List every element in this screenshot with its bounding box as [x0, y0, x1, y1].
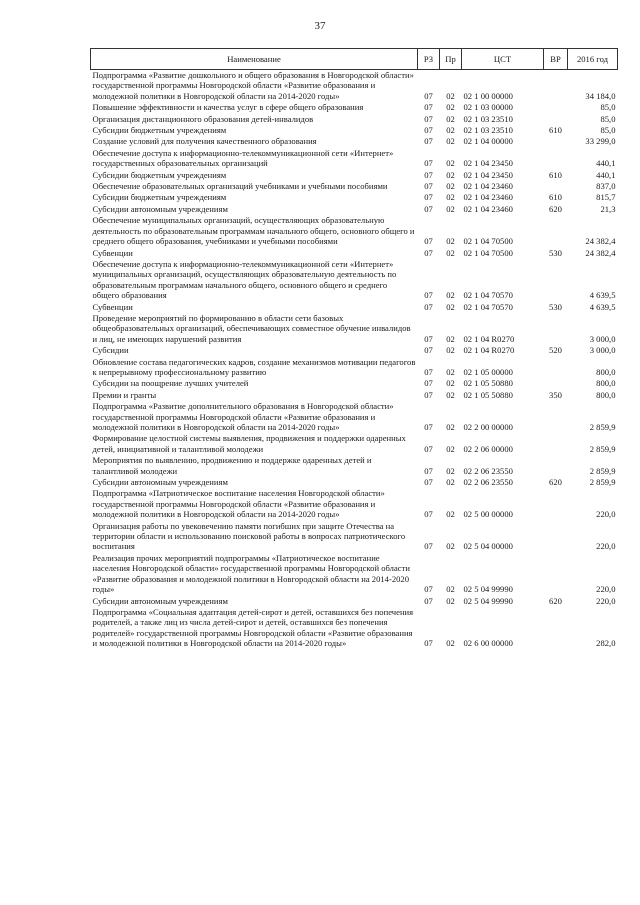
table-row: [91, 192, 618, 203]
row-vr: 620: [549, 477, 562, 488]
row-vr: 610: [549, 169, 562, 180]
row-name: Обеспечение доступа к информационно-телекоммуникационной сети «Интернет» государственных образовательных организаций: [92, 147, 394, 169]
row-cst: 02 1 03 23510: [463, 113, 513, 124]
row-vr: [544, 114, 568, 125]
row-pr: 02: [446, 477, 455, 488]
row-amount: 800,0: [596, 378, 616, 389]
row-rz: 07: [424, 236, 433, 247]
row-vr: [544, 521, 568, 553]
row-cst: 02 1 04 R0270: [463, 345, 515, 356]
row-amount: 34 184,0: [585, 90, 616, 101]
row-amount: 2 859,9: [589, 477, 616, 488]
table-row: [91, 302, 618, 313]
row-vr: [544, 102, 568, 113]
row-rz: 07: [424, 181, 433, 192]
row-name: Субсидии автономным учреждениям: [92, 595, 228, 606]
row-pr: 02: [446, 541, 455, 552]
table-row: [91, 215, 618, 247]
row-amount: 4 639,5: [589, 290, 616, 301]
row-vr: [544, 136, 568, 147]
row-name: Создание условий для получения качественного образования: [92, 136, 317, 147]
row-amount: 282,0: [596, 638, 616, 649]
row-vr: [544, 455, 568, 477]
row-pr: 02: [446, 158, 455, 169]
row-name: Реализация прочих мероприятий подпрограммы «Патриотическое воспитание населения Новгородской области» государственной программы Новгородской области «Развитие образования и молодежной политики в Новгородской области на 2014-2020 годы»: [92, 552, 410, 595]
row-name: Субсидии бюджетным учреждениям: [92, 192, 227, 203]
header-name: Наименование: [91, 49, 418, 70]
row-pr: 02: [446, 595, 455, 606]
row-amount: 220,0: [596, 509, 616, 520]
table-row: [91, 477, 618, 488]
row-vr: 620: [549, 203, 562, 214]
row-rz: 07: [424, 443, 433, 454]
row-cst: 02 1 04 23460: [463, 192, 513, 203]
row-vr: [544, 181, 568, 192]
table-row: [91, 455, 618, 477]
row-cst: 02 1 00 00000: [463, 90, 513, 101]
row-vr: 350: [549, 389, 562, 400]
row-cst: 02 5 04 00000: [463, 541, 513, 552]
row-name: Мероприятия по выявлению, продвижению и поддержке одаренных детей и талантливой молодежи: [92, 455, 372, 476]
row-pr: 02: [446, 192, 455, 203]
table-row: [91, 378, 618, 389]
row-cst: 02 5 04 99990: [463, 584, 513, 595]
row-cst: 02 5 04 99990: [463, 595, 513, 606]
row-cst: 02 1 03 00000: [463, 102, 513, 113]
row-name: Организация дистанционного образования детей-инвалидов: [92, 113, 314, 124]
row-vr: 530: [549, 301, 562, 312]
row-cst: 02 5 00 00000: [463, 509, 513, 520]
row-name: Субсидии автономным учреждениям: [92, 203, 228, 214]
row-name: Субвенции: [92, 301, 133, 312]
row-amount: 440,1: [596, 158, 616, 169]
row-amount: 85,0: [600, 113, 616, 124]
row-name: Субсидии: [92, 345, 129, 356]
row-pr: 02: [446, 389, 455, 400]
row-pr: 02: [446, 181, 455, 192]
row-rz: 07: [424, 169, 433, 180]
row-amount: 4 639,5: [589, 301, 616, 312]
row-amount: 24 382,4: [585, 247, 616, 258]
header-cst: ЦСТ: [462, 49, 544, 70]
table-row: [91, 390, 618, 401]
header-year: 2016 год: [568, 49, 618, 70]
row-rz: 07: [424, 584, 433, 595]
row-rz: 07: [424, 203, 433, 214]
row-rz: 07: [424, 366, 433, 377]
row-rz: 07: [424, 345, 433, 356]
row-cst: 02 2 06 23550: [463, 477, 513, 488]
row-pr: 02: [446, 345, 455, 356]
row-name: Субвенции: [92, 247, 133, 258]
row-pr: 02: [446, 301, 455, 312]
row-rz: 07: [424, 389, 433, 400]
row-pr: 02: [446, 203, 455, 214]
row-vr: [544, 148, 568, 170]
row-cst: 02 1 04 23460: [463, 203, 513, 214]
row-cst: 02 1 05 50880: [463, 389, 513, 400]
row-amount: 85,0: [600, 102, 616, 113]
row-amount: 815,7: [596, 192, 616, 203]
row-pr: 02: [446, 169, 455, 180]
table-row: [91, 357, 618, 379]
row-name: Подпрограмма «Социальная адаптация детей-сирот и детей, оставшихся без попечения родителей, а также лиц из числа детей-сирот и детей, оставшихся без попечения родителей» государственной программы Новгородской области «Развитие образования и молодежной политики в Новгородской области на 2014-2020 годы»: [92, 606, 414, 649]
row-cst: 02 2 06 23550: [463, 465, 513, 476]
row-pr: 02: [446, 638, 455, 649]
table-row: [91, 248, 618, 259]
row-pr: 02: [446, 584, 455, 595]
row-name: Субсидии на поощрение лучших учителей: [92, 378, 249, 389]
row-rz: 07: [424, 247, 433, 258]
row-pr: 02: [446, 333, 455, 344]
row-name: Организация работы по увековечению памяти погибших при защите Отечества на территории области и использованию поисковой работы в вопросах патриотического воспитания: [92, 520, 406, 552]
row-cst: 02 1 03 23510: [463, 125, 513, 136]
row-vr: 530: [549, 247, 562, 258]
row-vr: [544, 378, 568, 389]
row-amount: 3 000,0: [589, 345, 616, 356]
row-vr: [544, 401, 568, 433]
row-amount: 2 859,9: [589, 465, 616, 476]
row-name: Субсидии бюджетным учреждениям: [92, 169, 227, 180]
row-vr: 610: [549, 192, 562, 203]
table-row: [91, 553, 618, 596]
row-cst: 02 1 04 00000: [463, 136, 513, 147]
row-pr: 02: [446, 465, 455, 476]
row-vr: [544, 215, 568, 247]
row-amount: 220,0: [596, 584, 616, 595]
row-cst: 02 6 00 00000: [463, 638, 513, 649]
table-row: [91, 433, 618, 455]
page-number: 37: [314, 20, 326, 32]
row-vr: [544, 607, 568, 650]
row-cst: 02 1 04 R0270: [463, 333, 515, 344]
row-pr: 02: [446, 378, 455, 389]
row-amount: 800,0: [596, 389, 616, 400]
row-pr: 02: [446, 236, 455, 247]
row-rz: 07: [424, 477, 433, 488]
row-amount: 2 859,9: [589, 443, 616, 454]
table-row: [91, 259, 618, 302]
table-row: [91, 401, 618, 433]
row-cst: 02 1 04 23450: [463, 158, 513, 169]
row-name: Субсидии бюджетным учреждениям: [92, 125, 227, 136]
row-rz: 07: [424, 333, 433, 344]
table-row: [91, 70, 618, 103]
table-row: [91, 148, 618, 170]
row-amount: 3 000,0: [589, 333, 616, 344]
row-cst: 02 2 06 00000: [463, 443, 513, 454]
row-vr: [544, 259, 568, 302]
row-pr: 02: [446, 509, 455, 520]
row-amount: 220,0: [596, 541, 616, 552]
budget-table: [90, 48, 618, 650]
row-amount: 24 382,4: [585, 236, 616, 247]
header-vr: ВР: [544, 49, 568, 70]
row-vr: [544, 488, 568, 520]
row-name: Субсидии автономным учреждениям: [92, 477, 228, 488]
row-name: Проведение мероприятий по формированию в области сети базовых общеобразовательных организаций, обеспечивающих совместное обучение инвалидов и лиц, не имеющих нарушений развития: [92, 312, 411, 344]
row-pr: 02: [446, 247, 455, 258]
row-pr: 02: [446, 102, 455, 113]
row-rz: 07: [424, 192, 433, 203]
table-row: [91, 488, 618, 520]
row-rz: 07: [424, 136, 433, 147]
row-name: Подпрограмма «Развитие дополнительного образования в Новгородской области» государственной программы Новгородской области «Развитие образования и молодежной политики в Новгородской области на 2014-2020 годы»: [92, 401, 394, 432]
row-cst: 02 1 04 23460: [463, 181, 513, 192]
table-header: [91, 49, 618, 70]
row-vr: [544, 357, 568, 379]
row-cst: 02 1 05 00000: [463, 366, 513, 377]
row-amount: 220,0: [596, 595, 616, 606]
table-row: [91, 181, 618, 192]
row-cst: 02 1 05 50880: [463, 378, 513, 389]
row-rz: 07: [424, 509, 433, 520]
table-row: [91, 313, 618, 345]
row-vr: 620: [549, 595, 562, 606]
table-row: [91, 125, 618, 136]
row-amount: 440,1: [596, 169, 616, 180]
row-amount: 800,0: [596, 366, 616, 377]
table-row: [91, 114, 618, 125]
row-rz: 07: [424, 90, 433, 101]
row-name: Подпрограмма «Патриотическое воспитание населения Новгородской области» государственной программы Новгородской области «Развитие образования и молодежной политики в Новгородской области на 2014-2020 годы»: [92, 488, 385, 520]
row-name: Обеспечение муниципальных организаций, осуществляющих образовательную деятельность по образовательным программам начального общего, основного общего и среднего общего образования, учебниками и учебными пособиями: [92, 215, 415, 247]
row-rz: 07: [424, 113, 433, 124]
row-rz: 07: [424, 465, 433, 476]
row-name: Формирование целостной системы выявления, продвижения и поддержки одаренных детей, инициативной и талантливой молодежи: [92, 433, 406, 454]
row-vr: 610: [549, 125, 562, 136]
row-pr: 02: [446, 136, 455, 147]
row-rz: 07: [424, 102, 433, 113]
row-vr: [544, 433, 568, 455]
row-amount: 837,0: [596, 181, 616, 192]
row-pr: 02: [446, 113, 455, 124]
table-row: [91, 607, 618, 650]
table-row: [91, 204, 618, 215]
row-amount: 21,3: [600, 203, 616, 214]
table-row: [91, 596, 618, 607]
row-rz: 07: [424, 541, 433, 552]
row-name: Обеспечение образовательных организаций учебниками и учебными пособиями: [92, 181, 388, 192]
table-row: [91, 136, 618, 147]
row-vr: [544, 313, 568, 345]
row-rz: 07: [424, 290, 433, 301]
row-rz: 07: [424, 378, 433, 389]
row-pr: 02: [446, 290, 455, 301]
row-vr: [544, 553, 568, 596]
row-rz: 07: [424, 595, 433, 606]
row-cst: 02 1 04 70570: [463, 290, 513, 301]
row-pr: 02: [446, 90, 455, 101]
row-cst: 02 1 04 70500: [463, 247, 513, 258]
row-rz: 07: [424, 638, 433, 649]
row-cst: 02 1 04 23450: [463, 169, 513, 180]
header-rz: РЗ: [418, 49, 440, 70]
row-amount: 2 859,9: [589, 422, 616, 432]
table-body: [91, 70, 618, 650]
row-name: Премии и гранты: [92, 389, 157, 400]
row-rz: 07: [424, 158, 433, 169]
row-amount: 33 299,0: [585, 136, 616, 147]
row-cst: 02 1 04 70500: [463, 236, 513, 247]
row-name: Подпрограмма «Развитие дошкольного и общего образования в Новгородской области» государственной программы Новгородской области «Развитие образования и молодежной политики в Новгородской области на 2014-2020 годы»: [92, 70, 414, 101]
header-pr: Пр: [440, 49, 462, 70]
table-row: [91, 521, 618, 553]
row-pr: 02: [446, 443, 455, 454]
row-rz: 07: [424, 422, 433, 432]
table-row: [91, 102, 618, 113]
row-name: Обеспечение доступа к информационно-телекоммуникационной сети «Интернет» муниципальных организаций, осуществляющих образовательную деятельность по образовательным программам начального общего, основного общего и среднего общего образования: [92, 258, 397, 301]
row-name: Повышение эффективности и качества услуг в сфере общего образования: [92, 102, 364, 113]
row-amount: 85,0: [600, 125, 616, 136]
table-row: [91, 170, 618, 181]
row-name: Обновление состава педагогических кадров, создание механизмов мотивации педагогов к непрерывному профессиональному развитию: [92, 356, 416, 377]
row-cst: 02 2 00 00000: [463, 422, 513, 432]
row-cst: 02 1 04 70570: [463, 301, 513, 312]
table-row: [91, 345, 618, 356]
row-vr: [544, 70, 568, 103]
row-vr: 520: [549, 345, 562, 356]
row-pr: 02: [446, 422, 455, 432]
row-pr: 02: [446, 366, 455, 377]
row-rz: 07: [424, 125, 433, 136]
row-rz: 07: [424, 301, 433, 312]
row-pr: 02: [446, 125, 455, 136]
